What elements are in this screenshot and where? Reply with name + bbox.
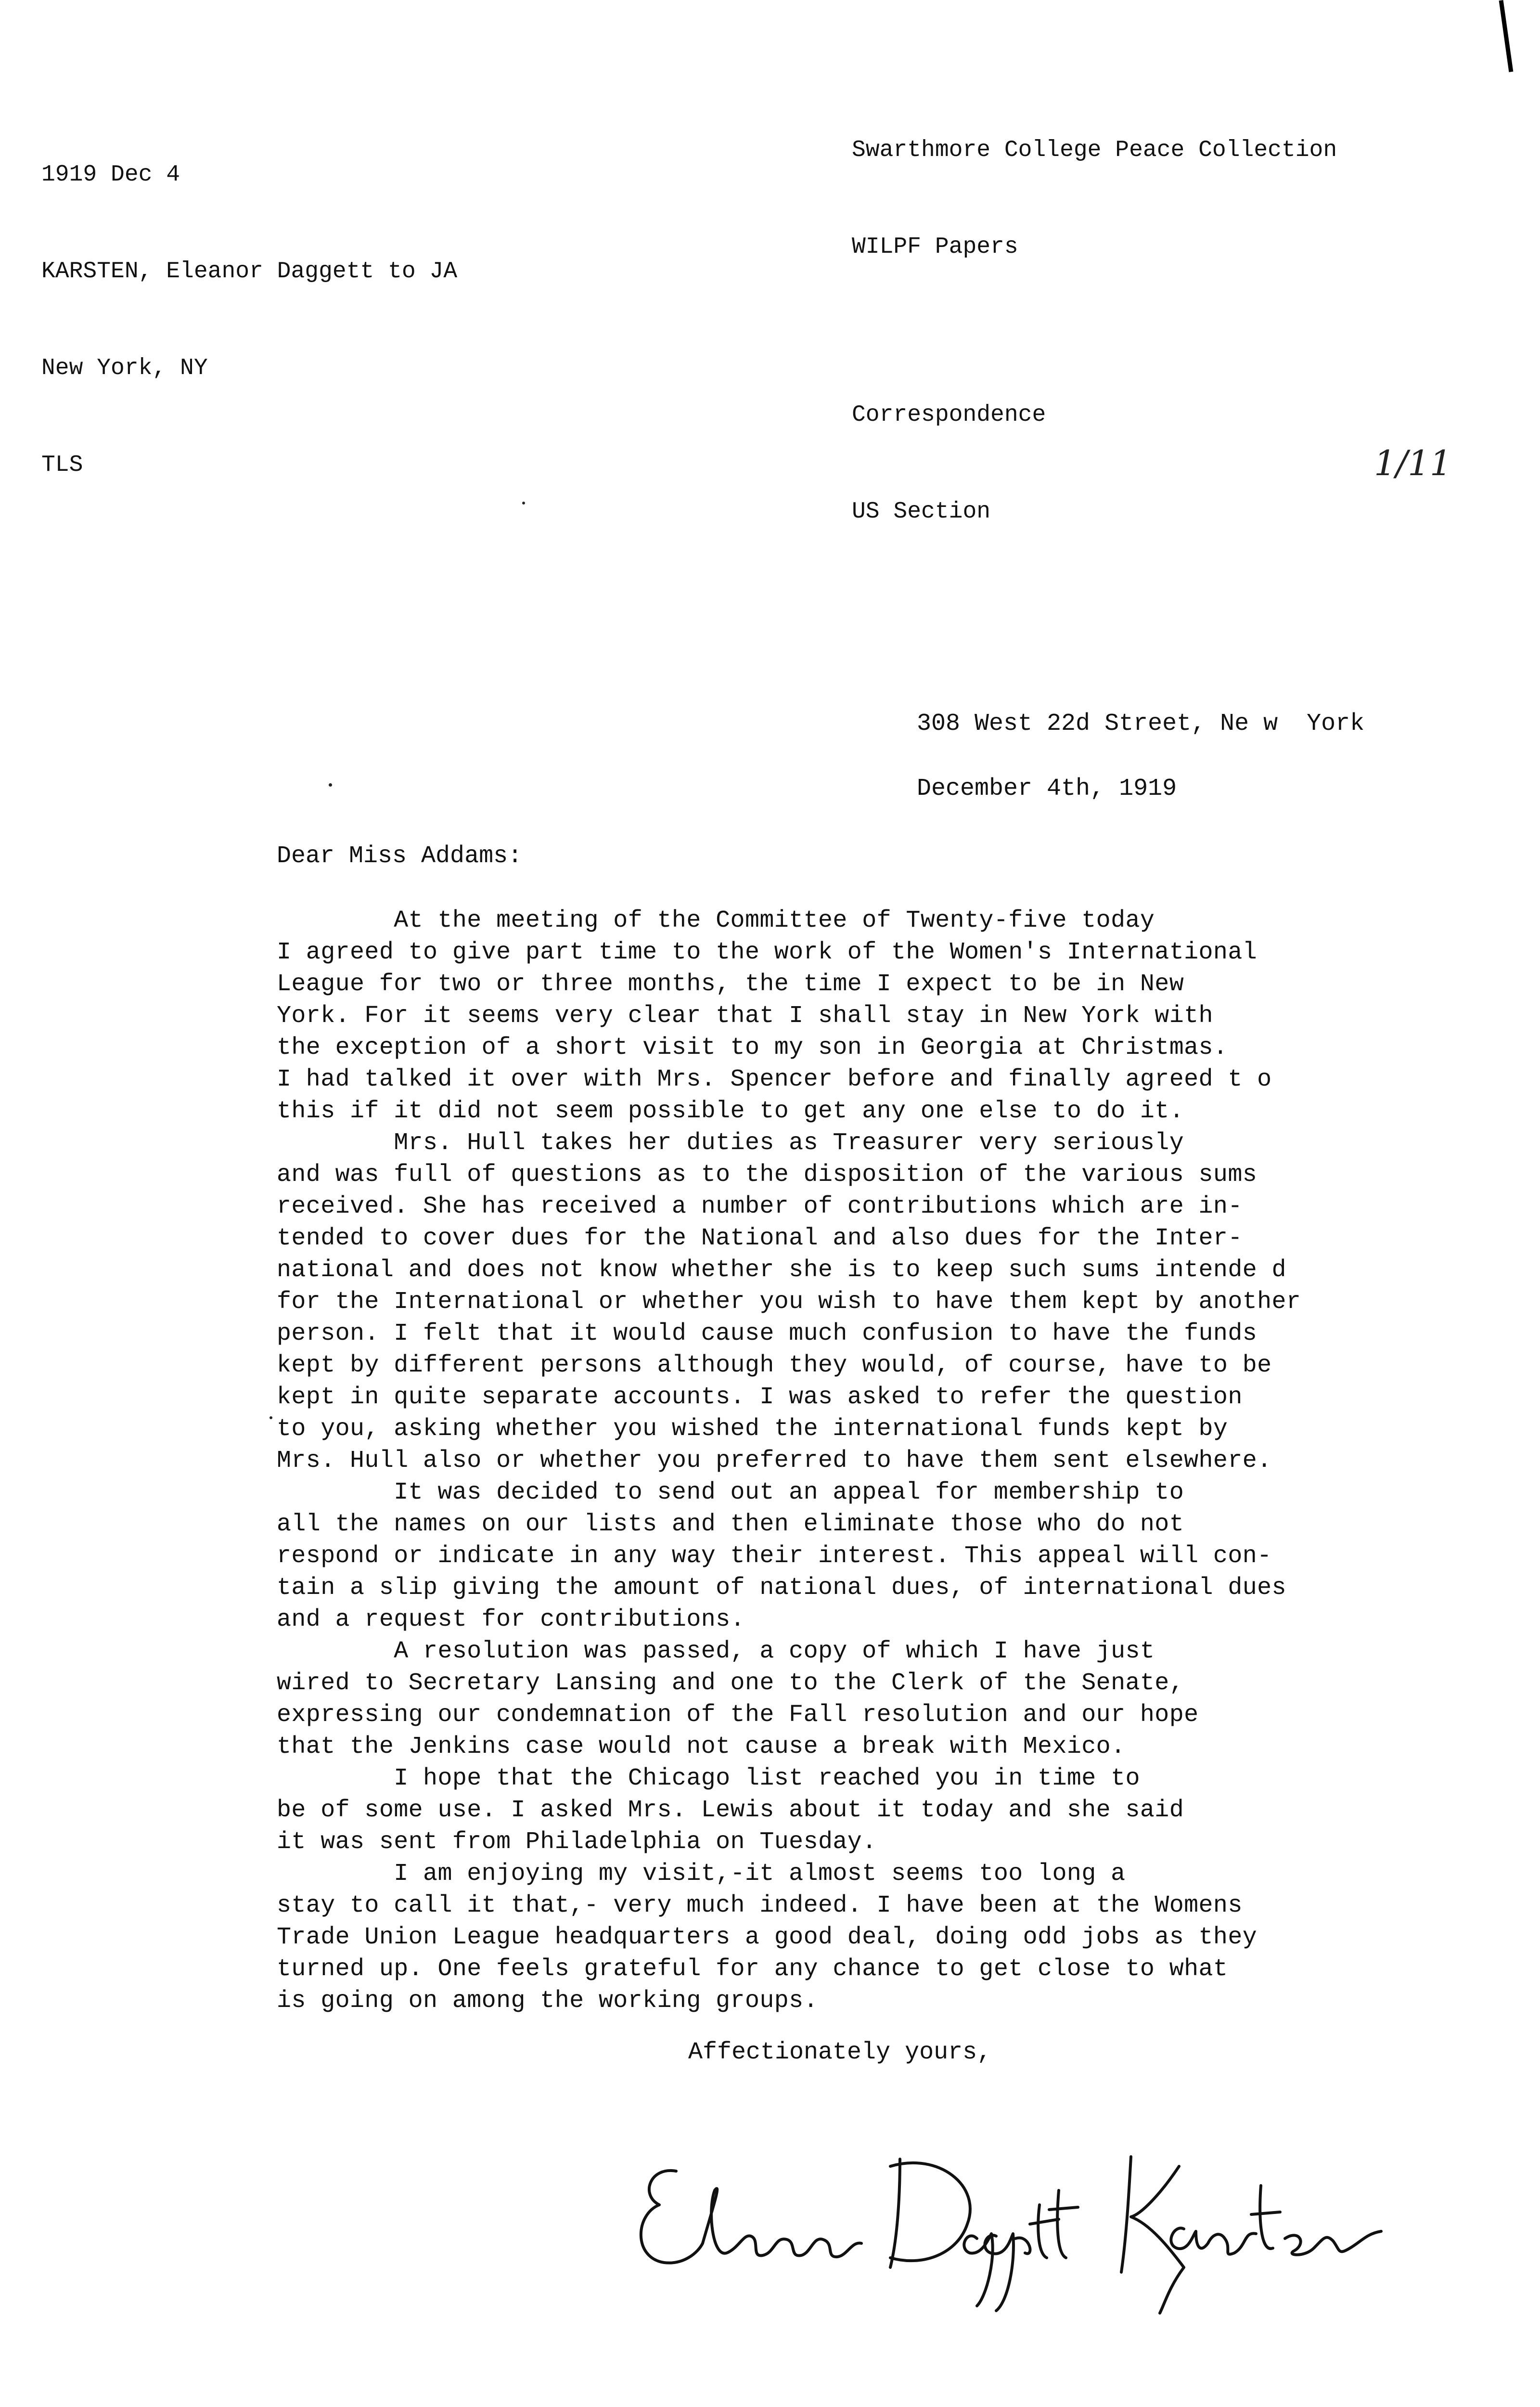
body-line: and was full of questions as to the disposition of the various sums: [277, 1161, 1258, 1189]
body-line: Mrs. Hull takes her duties as Treasurer very seriously: [277, 1129, 1184, 1157]
salutation: Dear Miss Addams:: [277, 842, 523, 870]
signature: [630, 2113, 1410, 2316]
body-line: wired to Secretary Lansing and one to the Clerk of the Senate,: [277, 1669, 1184, 1697]
body-line: tain a slip giving the amount of national dues, of international dues: [277, 1574, 1286, 1602]
scan-edge-mark: [1499, 0, 1514, 72]
body-line: York. For it seems very clear that I shall stay in New York with: [277, 1002, 1213, 1030]
body-line: kept in quite separate accounts. I was asked to refer the question: [277, 1384, 1243, 1411]
body-line: that the Jenkins case would not cause a break with Mexico.: [277, 1733, 1126, 1760]
body-line: be of some use. I asked Mrs. Lewis about it today and she said: [277, 1797, 1184, 1824]
body-line: it was sent from Philadelphia on Tuesday.: [277, 1828, 877, 1856]
body-line: tended to cover dues for the National and also dues for the Inter-: [277, 1225, 1243, 1252]
collection-section: US Section: [852, 499, 991, 525]
body-line: national and does not know whether she is to keep such sums intende d: [277, 1256, 1286, 1284]
archive-correspondents: KARSTEN, Eleanor Daggett to JA: [41, 259, 458, 285]
archive-date: 1919 Dec 4: [41, 162, 180, 188]
body-line: kept by different persons although they would, of course, have to be: [277, 1352, 1272, 1379]
body-line: stay to call it that,- very much indeed. I have been at the Womens: [277, 1892, 1243, 1919]
body-line: Mrs. Hull also or whether you preferred to have them sent elsewhere.: [277, 1447, 1272, 1475]
body-line: A resolution was passed, a copy of which I have just: [277, 1638, 1155, 1665]
scan-speck: [522, 502, 525, 505]
body-line: expressing our condemnation of the Fall resolution and our hope: [277, 1701, 1199, 1729]
body-line: I agreed to give part time to the work of the Women's International: [277, 939, 1258, 966]
page-mark: 1/11: [1374, 443, 1452, 483]
archive-place: New York, NY: [41, 355, 208, 381]
body-line: person. I felt that it would cause much confusion to have the funds: [277, 1320, 1258, 1347]
letter-date: December 4th, 1919: [917, 775, 1177, 802]
body-line: respond or indicate in any way their interest. This appeal will con-: [277, 1542, 1272, 1570]
body-line: Trade Union League headquarters a good deal, doing odd jobs as they: [277, 1924, 1258, 1951]
sender-address: 308 West 22d Street, Ne w York: [917, 710, 1365, 738]
body-line: received. She has received a number of contributions which are in-: [277, 1193, 1243, 1220]
body-line: and a request for contributions.: [277, 1606, 745, 1633]
collection-name: Swarthmore College Peace Collection: [852, 137, 1337, 163]
body-line: for the International or whether you wish to have them kept by another: [277, 1288, 1301, 1316]
body-line: turned up. One feels grateful for any chance to get close to what: [277, 1955, 1228, 1983]
body-line: I am enjoying my visit,-it almost seems too long a: [277, 1860, 1126, 1888]
collection-info: [852, 70, 1337, 593]
scan-speck: [270, 1416, 272, 1419]
body-line: I had talked it over with Mrs. Spencer before and finally agreed t o: [277, 1066, 1272, 1093]
body-line: the exception of a short visit to my son in Georgia at Christmas.: [277, 1034, 1228, 1061]
scan-speck: [329, 783, 332, 787]
body-line: At the meeting of the Committee of Twenty-five today: [277, 907, 1155, 934]
collection-papers: WILPF Papers: [852, 234, 1018, 260]
body-line: this if it did not seem possible to get any one else to do it.: [277, 1098, 1184, 1125]
body-line: League for two or three months, the time I expect to be in New: [277, 971, 1184, 998]
body-line: It was decided to send out an appeal for membership to: [277, 1479, 1184, 1506]
archive-metadata: [41, 94, 457, 546]
body-line: I hope that the Chicago list reached you in time to: [277, 1765, 1140, 1792]
collection-series: Correspondence: [852, 402, 1046, 428]
closing: Affectionately yours,: [688, 2039, 992, 2066]
body-line: to you, asking whether you wished the international funds kept by: [277, 1415, 1228, 1443]
body-line: is going on among the working groups.: [277, 1987, 818, 2015]
body-line: all the names on our lists and then eliminate those who do not: [277, 1511, 1184, 1538]
archive-doc-type: TLS: [41, 452, 83, 478]
